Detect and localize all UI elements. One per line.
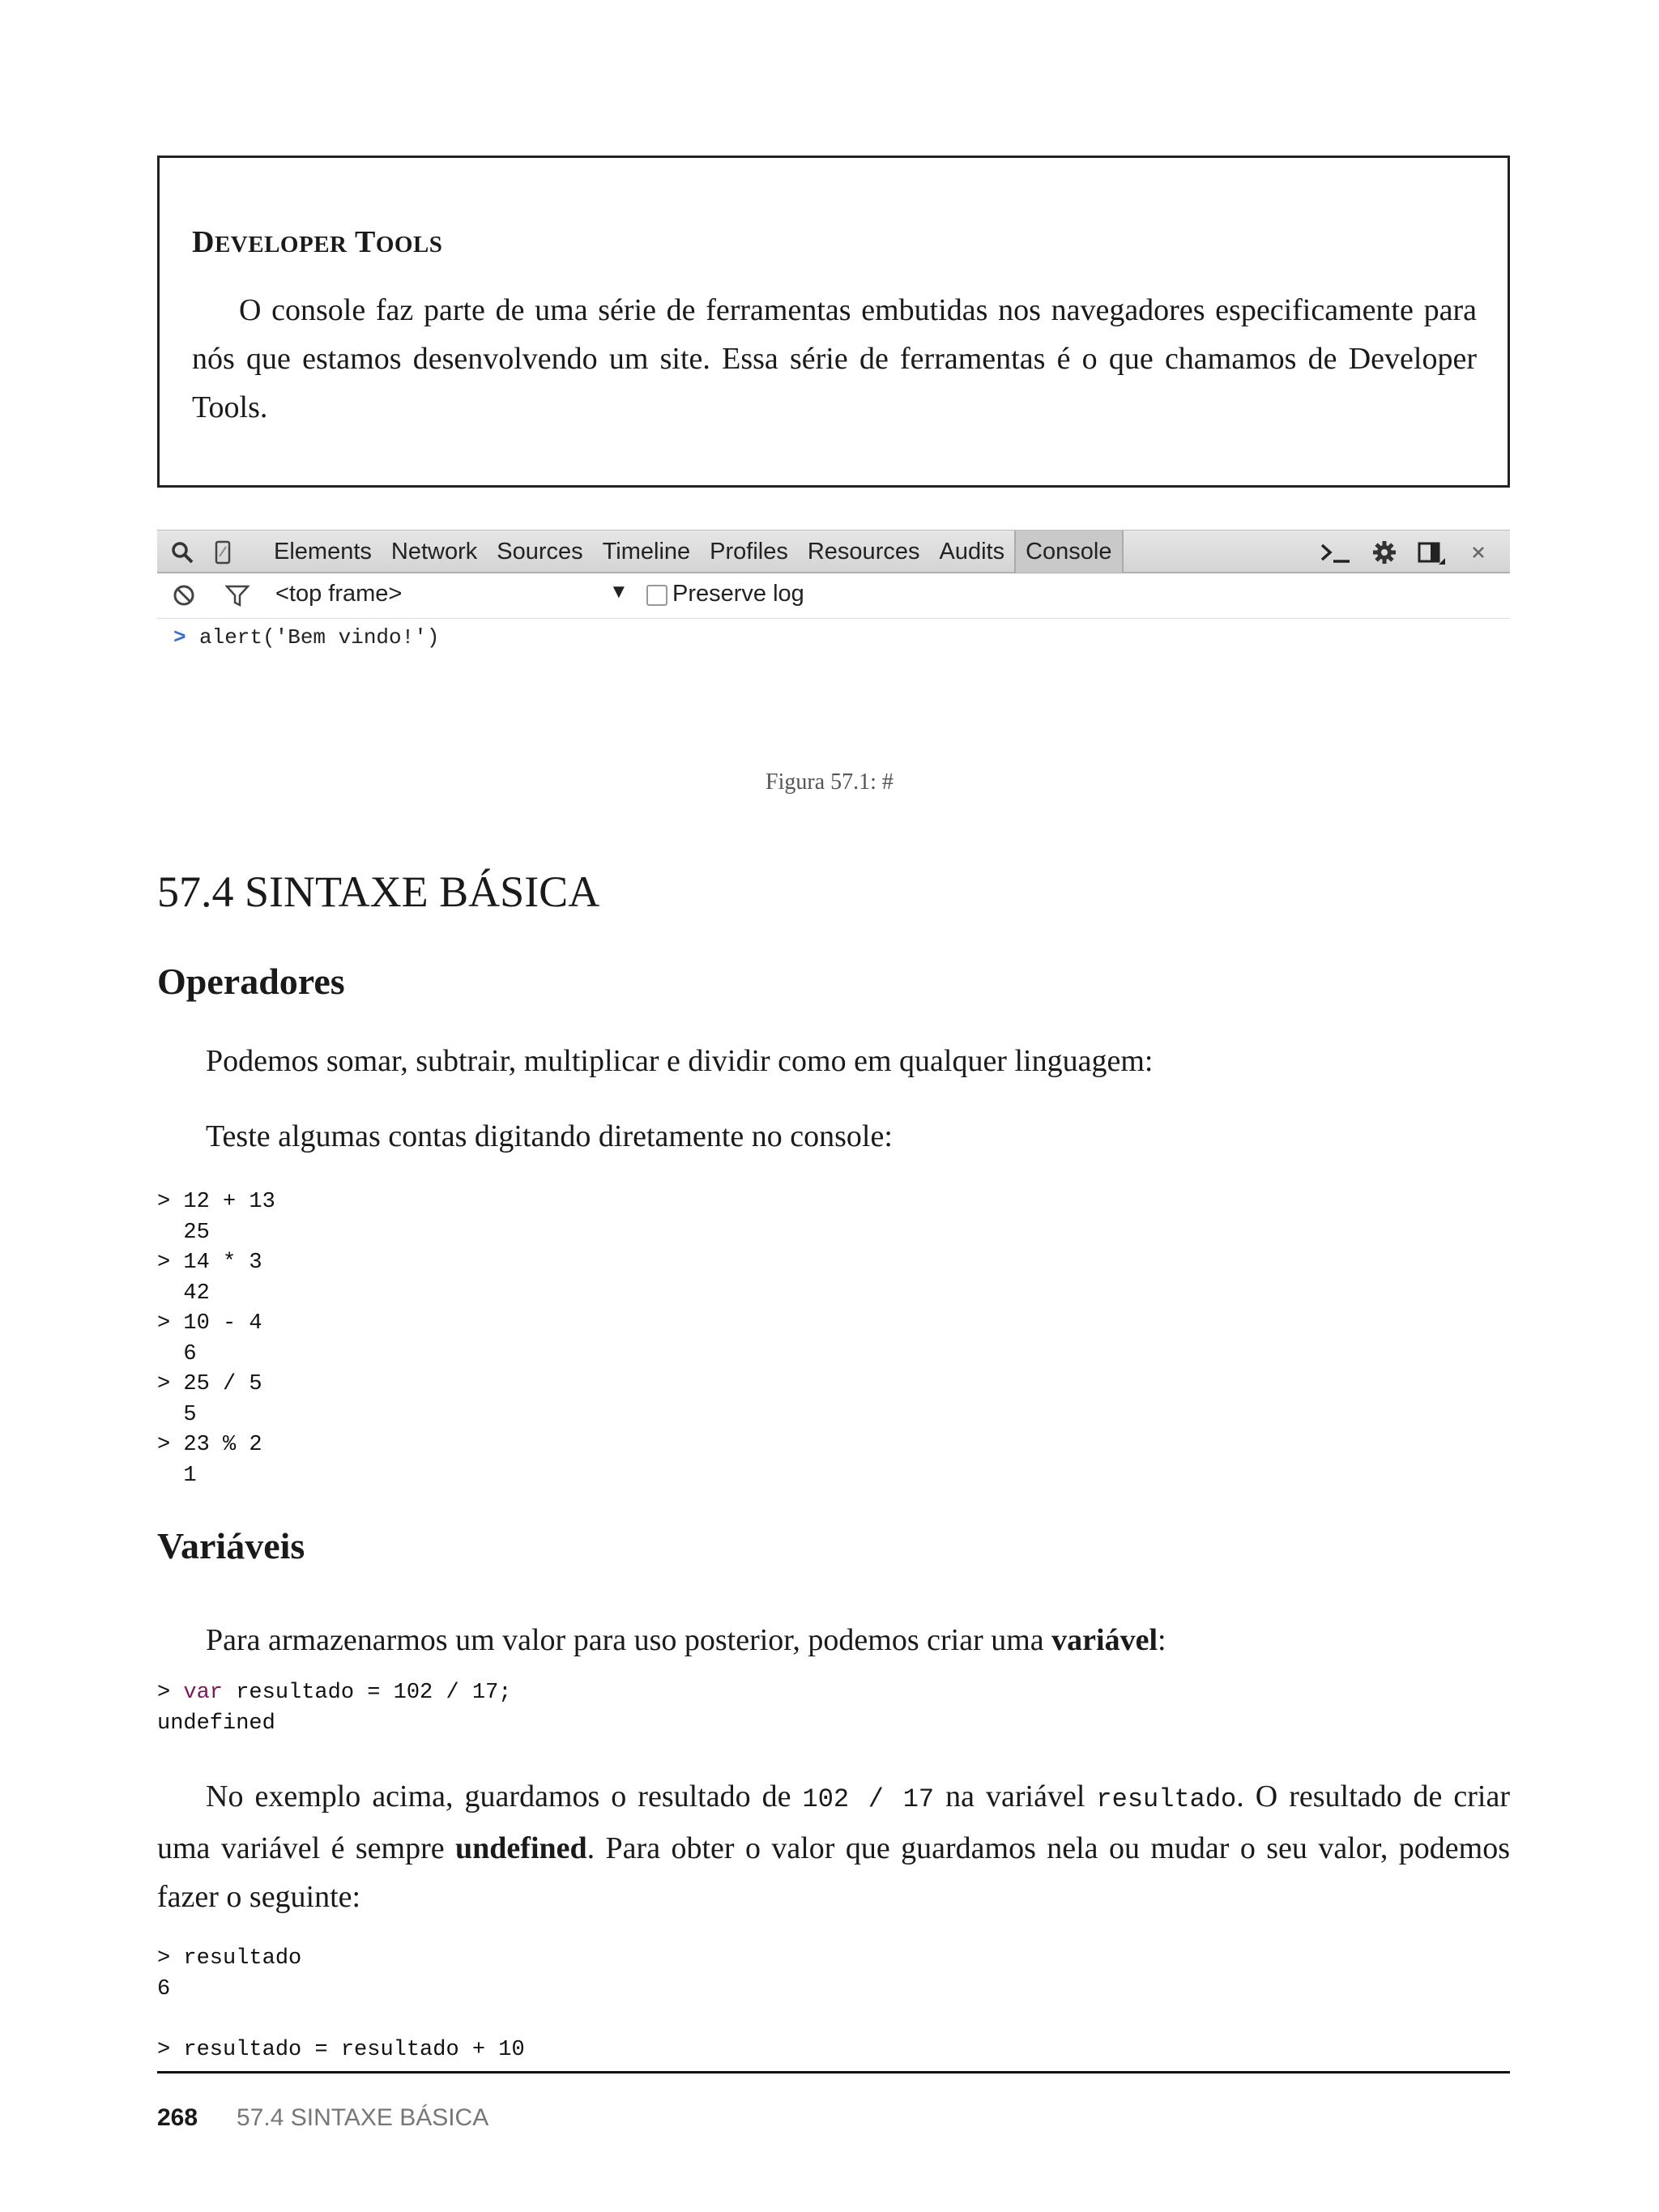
devtools-screenshot xyxy=(157,530,1510,667)
console-command: alert('Bem vindo!') xyxy=(199,625,440,650)
console-input-line[interactable] xyxy=(157,619,1510,658)
sidebar-title: DEVELOPER TOOLS xyxy=(192,225,443,259)
tab-sources[interactable]: Sources xyxy=(497,539,583,565)
page-number: 268 xyxy=(157,2104,198,2131)
devtools-tabs xyxy=(264,531,1124,573)
console-drawer-icon[interactable] xyxy=(1319,540,1351,565)
inline-code: resultado xyxy=(1096,1784,1237,1814)
close-icon[interactable] xyxy=(1469,540,1494,565)
preserve-log-checkbox[interactable] xyxy=(646,585,667,606)
heading-variaveis: Variáveis xyxy=(157,1525,305,1566)
code-block-var: > var resultado = 102 / 17; undefined xyxy=(157,1681,512,1736)
footer-rule xyxy=(157,2071,1510,2073)
console-filter-bar xyxy=(157,573,1510,619)
section-title: 57.4 SINTAXE BÁSICA xyxy=(157,867,600,916)
dock-icon[interactable] xyxy=(1418,540,1442,565)
figure-caption: Figura 57.1: # xyxy=(766,769,893,795)
devtools-toolbar xyxy=(157,530,1510,573)
search-icon[interactable] xyxy=(170,540,194,565)
code-block-operators: > 12 + 13 25 > 14 * 3 42 > 10 - 4 6 > 25 / 5 5 > 23 % 2 1 xyxy=(157,1190,275,1488)
running-title: 57.4 SINTAXE BÁSICA xyxy=(237,2104,489,2131)
tab-profiles[interactable]: Profiles xyxy=(710,539,788,565)
paragraph: Para armazenarmos um valor para uso posterior, podemos criar uma variável: xyxy=(206,1623,1166,1657)
console-prompt: > xyxy=(173,625,186,650)
paragraph: Teste algumas contas digitando diretamente no console: xyxy=(206,1119,893,1153)
sidebar-box xyxy=(157,156,1510,488)
tab-elements[interactable]: Elements xyxy=(274,539,372,565)
preserve-log-label: Preserve log xyxy=(672,581,804,607)
filter-icon[interactable] xyxy=(225,583,249,607)
tab-resources[interactable]: Resources xyxy=(807,539,920,565)
tab-console[interactable]: Console xyxy=(1014,531,1123,573)
sidebar-text: O console faz parte de uma série de ferramentas embutidas nos navegadores especificamente para nós que estamos desenvolvendo um site. Essa série de ferramentas é o que chamamos de Developer Tools. xyxy=(192,293,1477,424)
inline-code: 102 / 17 xyxy=(802,1784,935,1814)
paragraph: Podemos somar, subtrair, multiplicar e dividir como em qualquer linguagem: xyxy=(206,1044,1154,1078)
device-icon[interactable] xyxy=(211,540,235,565)
tab-timeline[interactable]: Timeline xyxy=(602,539,691,565)
chevron-down-icon[interactable]: ▼ xyxy=(609,581,629,603)
tab-network[interactable]: Network xyxy=(390,539,478,565)
gear-icon[interactable] xyxy=(1372,540,1397,565)
code-block-resultado: > resultado 6 > resultado = resultado + 10 xyxy=(157,1946,525,2062)
clear-icon[interactable] xyxy=(172,583,196,607)
frame-selector[interactable]: <top frame> xyxy=(275,581,403,607)
paragraph: No exemplo acima, guardamos o resultado de 102 / 17 na variável resultado. O resultado de criar uma variável é sempre undefined. Para obter o valor que guardamos nela ou mudar o seu valor, podemos fazer o seguinte: xyxy=(157,1779,1510,1914)
heading-operadores: Operadores xyxy=(157,961,345,1002)
tab-audits[interactable]: Audits xyxy=(939,539,1005,565)
